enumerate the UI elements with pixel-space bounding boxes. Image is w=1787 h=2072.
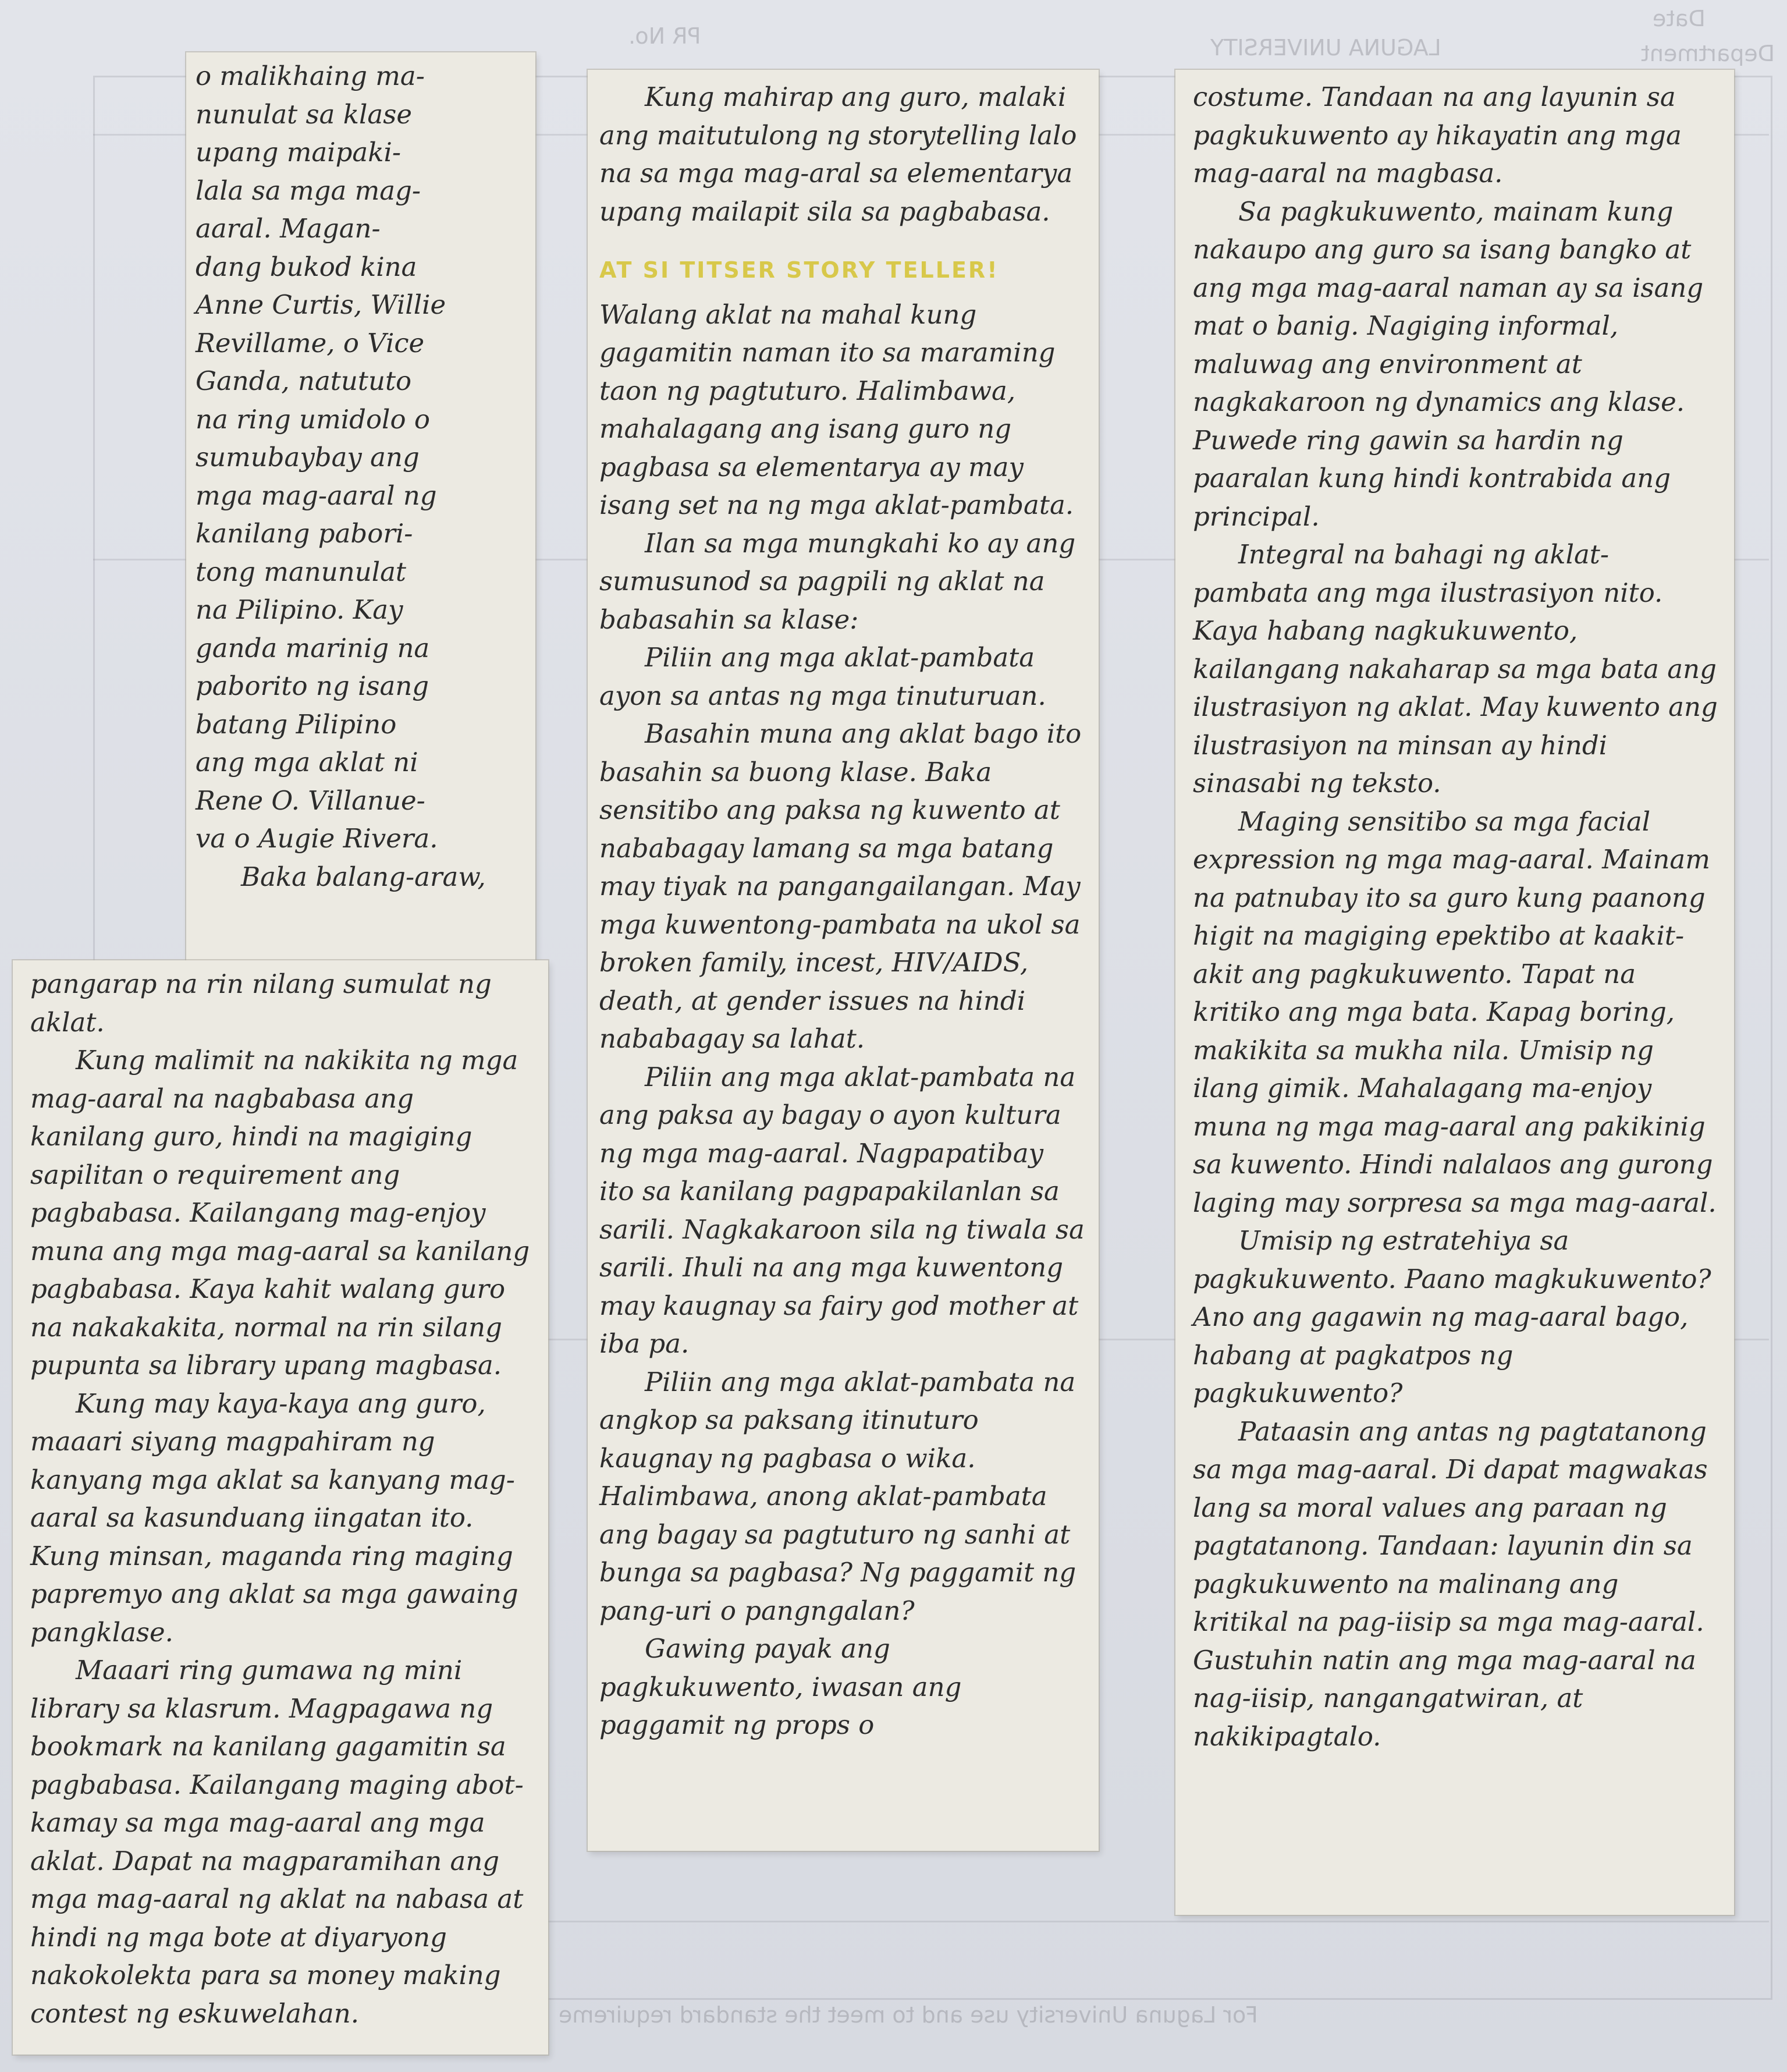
column-3-paragraph: Umisip ng estratehiya sa pagkukuwento. Paano magkukuwento? Ano ang gagawin ng mag-aaral bago, habang at pagkatpos ng pagkukuwento? bbox=[1193, 1225, 1711, 1408]
column-3-paragraph: Maging sensitibo sa mga facial expression ng mga mag-aaral. Mainam na patnubay ito sa guro kung paanong higit na magiging epektibo at kaakit-akit ang pagkukuwento. Tapat na kritiko ang mga bata. Kapag boring, makikita sa mukha nila. Umisip ng ilang gimik. Mahalagang ma-enjoy muna ng mga mag-aaral ang pakikinig sa kuwento. Hindi nalalaos ang gurong laging may sorpresa sa mga mag-aaral. bbox=[1193, 806, 1717, 1218]
column-1-line: batang Pilipino bbox=[196, 708, 397, 740]
column-2-paragraph: Piliin ang mga aklat-pambata ayon sa antas ng mga tinuturuan. bbox=[599, 642, 1046, 711]
clipping-column-2 bbox=[588, 70, 1099, 1851]
column-1-line: kanilang pabori- bbox=[196, 518, 413, 549]
column-1-paragraph: Kung malimit na nakikita ng mga mag-aaral na nagbabasa ang kanilang guro, hindi na magiging sapilitan o requirement ang pagbabasa. Kailangang mag-enjoy muna ang mga mag-aaral sa kanilang pagbabasa. Kaya kahit walang guro na nakakakita, normal na rin silang pupunta sa library upang magbasa. bbox=[30, 1045, 530, 1381]
column-1-line: ang mga aklat ni bbox=[196, 747, 418, 778]
form-header-university: LAGUNA UNIVERSITY bbox=[1210, 35, 1441, 61]
column-2-paragraph: Gawing payak ang pagkukuwento, iwasan ang paggamit ng props o bbox=[599, 1633, 962, 1740]
column-1-line: na Pilipino. Kay bbox=[196, 594, 403, 625]
column-1-line: paborito ng isang bbox=[196, 670, 429, 701]
form-footer-line: For Laguna University use and to meet the standard requireme bbox=[559, 2002, 1258, 2028]
column-1-paragraph: Kung may kaya-kaya ang guro, maaari siyang magpahiram ng kanyang mga aklat sa kanyang mag-aaral sa kasunduang iingatan ito. Kung minsan, maganda ring maging papremyo ang aklat sa mga gawaing pangklase. bbox=[30, 1388, 518, 1648]
column-3-paragraph: costume. Tandaan na ang layunin sa pagkukuwento ay hikayatin ang mga mag-aaral na magbasa. bbox=[1193, 81, 1682, 189]
column-1-line: upang maipaki- bbox=[196, 137, 402, 168]
form-header-prno: PR No. bbox=[628, 23, 701, 49]
column-1-paragraph: pangarap na rin nilang sumulat ng aklat. bbox=[30, 968, 492, 1038]
column-1-line: o malikhaing ma- bbox=[196, 61, 425, 91]
column-1-line: mga mag-aaral ng bbox=[196, 480, 437, 511]
column-1-line: sumubaybay ang bbox=[196, 442, 420, 473]
column-1-line: nunulat sa klase bbox=[196, 98, 412, 130]
column-2-body bbox=[599, 296, 1085, 1744]
column-1-line: va o Augie Rivera. bbox=[196, 823, 438, 854]
column-3-paragraph: Pataasin ang antas ng pagtatanong sa mga mag-aaral. Di dapat magwakas lang sa moral values ang paraan ng pagtatanong. Tandaan: layunin din sa pagkukuwento na malinang ang kritikal na pag-iisip sa mga mag-aaral. Gustuhin natin ang mga mag-aaral na nag-iisip, nangangatwiran, at nakikipagtalo. bbox=[1193, 1415, 1708, 1752]
column-3-paragraph: Sa pagkukuwento, mainam kung nakaupo ang guro sa isang bangko at ang mga mag-aaral naman ay sa isang mat o banig. Nagiging informal, maluwag ang environment at nagkakaroon ng dynamics ang klase. Puwede ring gawin sa hardin ng paaralan kung hindi kontrabida ang principal. bbox=[1193, 196, 1704, 532]
column-1-line: Baka balang-araw, bbox=[241, 861, 486, 892]
form-header-date: Date bbox=[1653, 6, 1706, 31]
column-1-line: na ring umidolo o bbox=[196, 403, 430, 435]
column-1-line: aaral. Magan- bbox=[196, 213, 381, 244]
column-2-paragraph: Piliin ang mga aklat-pambata na angkop sa paksang itinuturo kaugnay ng pagbasa o wika. Halimbawa, anong aklat-pambata ang bagay sa pagtuturo ng sanhi at bunga sa pagbasa? Ng paggamit ng pang-uri o pangngalan? bbox=[599, 1366, 1077, 1626]
column-1-line: Rene O. Villanue- bbox=[196, 785, 425, 816]
column-2-paragraph: Walang aklat na mahal kung gagamitin naman ito sa maraming taon ng pagtuturo. Halimbawa, mahalagang ang isang guro ng pagbasa sa elementarya ay may isang set na ng mga aklat-pambata. bbox=[599, 299, 1074, 520]
clipping-column-1-upper bbox=[186, 52, 535, 978]
form-header-department: Department bbox=[1641, 41, 1775, 66]
column-1-paragraph: Maaari ring gumawa ng mini library sa klasrum. Magpagawa ng bookmark na kanilang gagamitin sa pagbabasa. Kailangang maging abot-kamay sa mga mag-aaral ang mga aklat. Dapat na magparamihan ang mga mag-aaral ng aklat na nabasa at hindi ng mga bote at diyaryong nakokolekta para sa money making contest ng eskuwelahan. bbox=[30, 1655, 524, 2029]
clipping-column-3 bbox=[1175, 70, 1734, 1915]
column-1-line: Anne Curtis, Willie bbox=[196, 289, 446, 320]
column-2-paragraph: Piliin ang mga aklat-pambata na ang paksa ay bagay o ayon kultura ng mga mag-aaral. Nagpapatibay ito sa kanilang pagpapakilanlan sa sarili. Nagkakaroon sila ng tiwala sa sarili. Ihuli na ang mga kuwentong may kaugnay sa fairy god mother at iba pa. bbox=[599, 1061, 1085, 1359]
section-kicker: AT SI TITSER STORY TELLER! bbox=[599, 257, 999, 283]
column-2-paragraph: Ilan sa mga mungkahi ko ay ang sumusunod sa pagpili ng aklat na babasahin sa klase: bbox=[599, 527, 1076, 635]
clipping-column-1-lower bbox=[13, 960, 548, 2055]
column-1-line: Revillame, o Vice bbox=[196, 327, 425, 359]
column-2-intro: Kung mahirap ang guro, malaki ang maitutulong ng storytelling lalo na sa mga mag-aral sa elementarya upang mailapit sila sa pagbabasa. bbox=[599, 81, 1077, 227]
column-1-line: tong manunulat bbox=[196, 556, 406, 587]
column-1-line: dang bukod kina bbox=[196, 251, 417, 282]
column-2-paragraph: Basahin muna ang aklat bago ito basahin sa buong klase. Baka sensitibo ang paksa ng kuwento at nababagay lamang sa mga batang may tiyak na pangangailangan. May mga kuwentong-pambata na ukol sa broken family, incest, HIV/AIDS, death, at gender issues na hindi nababagay sa lahat. bbox=[599, 718, 1082, 1054]
column-1-line: Ganda, natututo bbox=[196, 366, 412, 396]
column-1-line: ganda marinig na bbox=[196, 632, 430, 664]
column-1-line: lala sa mga mag- bbox=[196, 175, 421, 206]
column-3-paragraph: Integral na bahagi ng aklat-pambata ang mga ilustrasiyon nito. Kaya habang nagkukuwento, kailangang nakaharap sa mga bata ang ilustrasiyon ng aklat. May kuwento ang ilustrasiyon na minsan ay hindi sinasabi ng teksto. bbox=[1193, 539, 1718, 799]
